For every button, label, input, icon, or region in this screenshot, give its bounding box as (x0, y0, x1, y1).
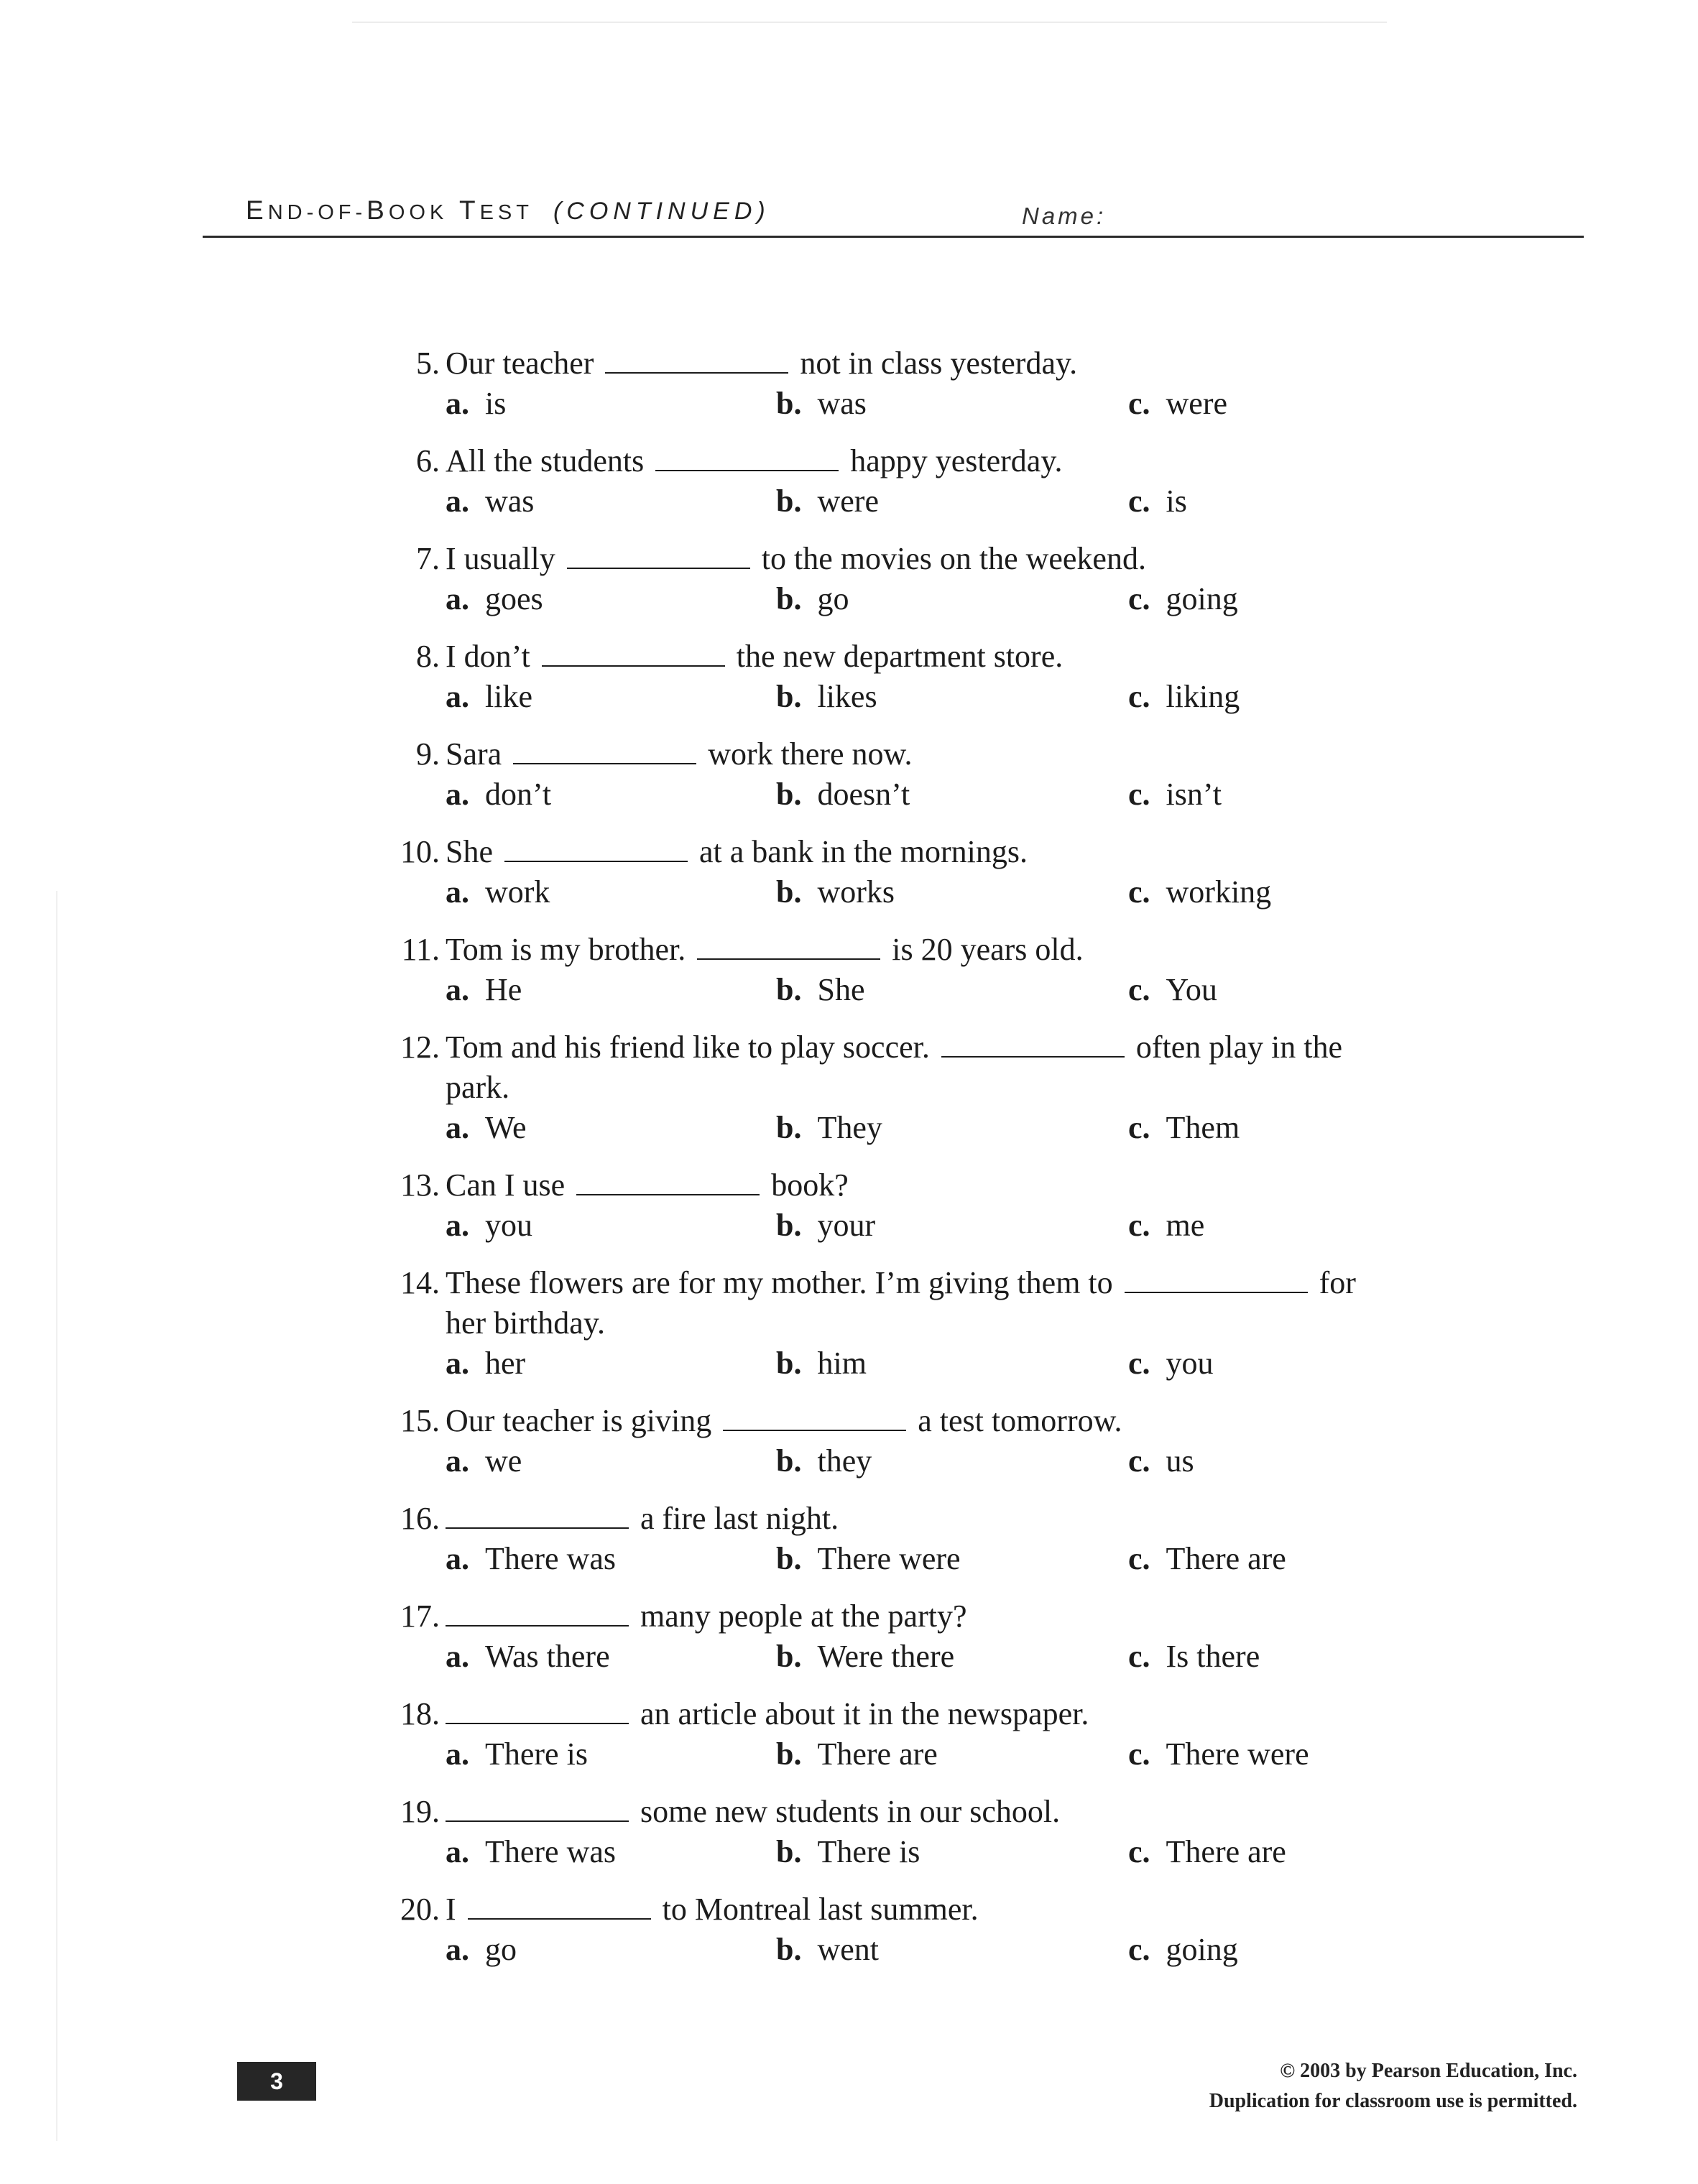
question-text-after: not in class yesterday. (800, 346, 1078, 381)
option-text: you (485, 1208, 532, 1243)
answer-options (446, 1832, 1567, 1872)
option-text: goes (485, 581, 543, 616)
option-text: go (817, 581, 849, 616)
option-letter: a. (446, 1639, 469, 1674)
question-text-after: the new department store. (736, 639, 1063, 674)
option-text: Was there (485, 1639, 610, 1674)
option-letter: a. (446, 1834, 469, 1869)
option-letter: b. (776, 1208, 802, 1243)
option-b[interactable] (776, 1343, 1128, 1384)
option-text: There is (485, 1736, 588, 1772)
question-number: 6. (416, 443, 440, 478)
question-text-before: I don’t (446, 639, 530, 674)
option-text: They (817, 1110, 882, 1145)
option-c[interactable] (1128, 1734, 1416, 1774)
option-letter: b. (776, 1541, 802, 1576)
option-letter: a. (446, 483, 469, 519)
answer-options (446, 384, 1567, 424)
option-b[interactable] (776, 1637, 1128, 1677)
option-a[interactable] (446, 1734, 776, 1774)
name-field-label: Name: (1022, 203, 1107, 229)
scan-artifact-edge (56, 891, 57, 2141)
option-text: working (1166, 874, 1272, 910)
option-letter: a. (446, 1208, 469, 1243)
answer-options (446, 481, 1567, 522)
option-letter: a. (446, 581, 469, 616)
question-stem (400, 1263, 1567, 1303)
answer-blank[interactable] (605, 346, 788, 374)
option-c[interactable] (1128, 677, 1416, 717)
option-b[interactable] (776, 1734, 1128, 1774)
option-letter: a. (446, 1443, 469, 1479)
question-text-after: a fire last night. (640, 1501, 839, 1536)
option-text: we (485, 1443, 522, 1479)
page-number: 3 (270, 2068, 283, 2094)
copyright-notice (1209, 2056, 1577, 2116)
answer-options (446, 970, 1567, 1010)
question-stem (400, 1694, 1567, 1734)
title-initial-e: E (246, 195, 268, 225)
question-stem (400, 1401, 1567, 1441)
answer-options (446, 1206, 1567, 1246)
option-a[interactable] (446, 1539, 776, 1579)
question-text-before: All the students (446, 443, 645, 478)
question-stem (400, 832, 1567, 872)
option-letter: c. (1128, 1932, 1150, 1967)
answer-options (446, 1441, 1567, 1481)
question-text-after: at a bank in the mornings. (699, 834, 1028, 869)
option-text: Them (1166, 1110, 1240, 1145)
option-letter: b. (776, 581, 802, 616)
question-number: 12. (400, 1029, 440, 1065)
option-b[interactable] (776, 384, 1128, 424)
option-a[interactable] (446, 481, 776, 522)
option-letter: a. (446, 1346, 469, 1381)
option-text: like (485, 679, 532, 714)
option-text: Is there (1166, 1639, 1260, 1674)
option-c[interactable] (1128, 1108, 1416, 1148)
question-stem (416, 734, 1567, 774)
option-a[interactable] (446, 677, 776, 717)
question-number: 15. (400, 1403, 440, 1438)
question-stem (401, 930, 1567, 970)
question-stem (400, 1596, 1567, 1637)
option-a[interactable] (446, 1108, 776, 1148)
question-text-before: Can I use (446, 1167, 566, 1203)
option-a[interactable] (446, 384, 776, 424)
option-text: were (1166, 386, 1228, 421)
option-letter: c. (1128, 777, 1150, 812)
question-text-before: Tom and his friend like to play soccer. (446, 1029, 930, 1065)
question-text-before: These flowers are for my mother. I’m giving them to (446, 1265, 1113, 1300)
option-a[interactable] (446, 1832, 776, 1872)
question-stem (400, 1792, 1567, 1832)
question-item (400, 1694, 1567, 1774)
question-item (416, 734, 1567, 815)
option-text: work (485, 874, 550, 910)
answer-blank[interactable] (723, 1404, 906, 1431)
option-letter: a. (446, 1110, 469, 1145)
option-text: don’t (485, 777, 552, 812)
question-item (400, 1027, 1567, 1148)
option-c[interactable] (1128, 1832, 1416, 1872)
option-letter: c. (1128, 386, 1150, 421)
option-letter: c. (1128, 1208, 1150, 1243)
option-text: There was (485, 1541, 617, 1576)
question-item (400, 1889, 1567, 1970)
question-text-after: some new students in our school. (640, 1794, 1061, 1829)
option-a[interactable] (446, 1637, 776, 1677)
option-letter: c. (1128, 874, 1150, 910)
question-text-after: an article about it in the newspaper. (640, 1696, 1089, 1731)
question-text-after: for (1319, 1265, 1356, 1300)
question-stem (400, 1499, 1567, 1539)
option-text: There were (817, 1541, 961, 1576)
question-item (401, 930, 1567, 1010)
option-letter: b. (776, 386, 802, 421)
question-stem (400, 1889, 1567, 1930)
option-text: was (485, 483, 535, 519)
title-initial-b: B (366, 195, 389, 225)
option-letter: b. (776, 777, 802, 812)
option-letter: b. (776, 1932, 802, 1967)
option-text: There is (817, 1834, 920, 1869)
option-letter: b. (776, 972, 802, 1007)
question-number: 5. (416, 346, 440, 381)
option-text: going (1166, 581, 1238, 616)
answer-blank[interactable] (504, 835, 688, 862)
option-letter: c. (1128, 1346, 1150, 1381)
option-b[interactable] (776, 481, 1128, 522)
option-text: they (817, 1443, 872, 1479)
title-initial-t: T (458, 195, 480, 225)
question-text-before: Sara (446, 736, 502, 772)
header-rule (203, 236, 1584, 238)
answer-blank[interactable] (576, 1168, 760, 1195)
answer-blank[interactable] (655, 444, 839, 471)
question-stem (416, 343, 1567, 384)
option-c[interactable] (1128, 774, 1416, 815)
question-number: 19. (400, 1794, 440, 1829)
question-stem (400, 1165, 1567, 1206)
question-text-after: is 20 years old. (892, 932, 1084, 967)
question-text-after: a test tomorrow. (918, 1403, 1122, 1438)
option-a[interactable] (446, 774, 776, 815)
question-item (400, 1401, 1567, 1481)
answer-options (446, 774, 1567, 815)
answer-options (446, 1930, 1567, 1970)
question-text-before: Our teacher is giving (446, 1403, 712, 1438)
answer-blank[interactable] (446, 1697, 629, 1724)
option-a[interactable] (446, 579, 776, 619)
question-item (400, 1596, 1567, 1677)
option-letter: b. (776, 1346, 802, 1381)
option-b[interactable] (776, 1539, 1128, 1579)
question-number: 17. (400, 1598, 440, 1634)
question-text-before: I (446, 1892, 456, 1927)
question-item (400, 1263, 1567, 1384)
page-title (246, 195, 770, 226)
option-letter: c. (1128, 1834, 1150, 1869)
answer-blank[interactable] (567, 542, 750, 569)
answer-blank[interactable] (468, 1892, 651, 1920)
answer-options (446, 677, 1567, 717)
question-number: 14. (400, 1265, 440, 1300)
answer-options (446, 872, 1567, 912)
option-text: were (817, 483, 879, 519)
option-letter: b. (776, 1639, 802, 1674)
option-text: go (485, 1932, 517, 1967)
option-c[interactable] (1128, 481, 1416, 522)
question-text-after: book? (771, 1167, 849, 1203)
option-text: works (817, 874, 895, 910)
page-header (203, 193, 1584, 239)
option-text: doesn’t (817, 777, 910, 812)
option-letter: b. (776, 1736, 802, 1772)
question-number: 7. (416, 541, 440, 576)
option-text: us (1166, 1443, 1194, 1479)
copyright-line: © 2003 by Pearson Education, Inc. (1280, 2060, 1577, 2082)
question-item (400, 1792, 1567, 1872)
answer-options (446, 1734, 1567, 1774)
option-text: There are (1166, 1834, 1286, 1869)
option-c[interactable] (1128, 1441, 1416, 1481)
title-part-ook: OOK (388, 201, 448, 224)
option-letter: a. (446, 1541, 469, 1576)
option-letter: b. (776, 874, 802, 910)
option-text: liking (1166, 679, 1240, 714)
option-letter: c. (1128, 581, 1150, 616)
answer-blank[interactable] (446, 1502, 629, 1529)
question-number: 18. (400, 1696, 440, 1731)
answer-options (446, 1637, 1567, 1677)
option-letter: b. (776, 679, 802, 714)
question-number: 20. (400, 1892, 440, 1927)
option-b[interactable] (776, 774, 1128, 815)
answer-options (446, 1539, 1567, 1579)
option-text: isn’t (1166, 777, 1222, 812)
question-text-after: to Montreal last summer. (662, 1892, 979, 1927)
option-text: her (485, 1346, 526, 1381)
question-text-after: many people at the party? (640, 1598, 967, 1634)
option-letter: b. (776, 483, 802, 519)
answer-blank[interactable] (542, 639, 725, 667)
option-text: She (817, 972, 865, 1007)
answer-blank[interactable] (513, 737, 696, 764)
option-a[interactable] (446, 1930, 776, 1970)
option-letter: c. (1128, 1639, 1150, 1674)
question-text-after: happy yesterday. (850, 443, 1063, 478)
question-item (400, 1499, 1567, 1579)
option-b[interactable] (776, 579, 1128, 619)
option-text: There were (1166, 1736, 1309, 1772)
option-letter: c. (1128, 483, 1150, 519)
option-text: your (817, 1208, 876, 1243)
permission-line: Duplication for classroom use is permitted. (1209, 2090, 1577, 2112)
answer-options (446, 1108, 1567, 1148)
option-letter: a. (446, 386, 469, 421)
question-text-after: to the movies on the weekend. (761, 541, 1146, 576)
option-c[interactable] (1128, 1206, 1416, 1246)
question-text-before: Our teacher (446, 346, 594, 381)
option-letter: c. (1128, 1541, 1150, 1576)
option-letter: a. (446, 1932, 469, 1967)
question-item (400, 832, 1567, 912)
answer-blank[interactable] (697, 933, 880, 960)
question-number: 8. (416, 639, 440, 674)
option-b[interactable] (776, 970, 1128, 1010)
question-number: 11. (401, 932, 440, 967)
option-text: Were there (817, 1639, 955, 1674)
page-number-tab (237, 2062, 316, 2101)
scan-artifact-line (352, 22, 1387, 23)
option-letter: c. (1128, 679, 1150, 714)
option-text: going (1166, 1932, 1238, 1967)
question-stem (416, 441, 1567, 481)
option-a[interactable] (446, 970, 776, 1010)
option-c[interactable] (1128, 384, 1416, 424)
option-c[interactable] (1128, 970, 1416, 1010)
option-letter: a. (446, 1736, 469, 1772)
option-letter: c. (1128, 1736, 1150, 1772)
question-text-after: work there now. (708, 736, 913, 772)
option-text: him (817, 1346, 867, 1381)
option-text: you (1166, 1346, 1214, 1381)
option-b[interactable] (776, 1108, 1128, 1148)
question-text-after: often play in the (1135, 1029, 1342, 1065)
question-number: 9. (416, 736, 440, 772)
option-letter: c. (1128, 1110, 1150, 1145)
option-text: me (1166, 1208, 1205, 1243)
option-b[interactable] (776, 1206, 1128, 1246)
option-letter: b. (776, 1834, 802, 1869)
option-a[interactable] (446, 1343, 776, 1384)
question-number: 16. (400, 1501, 440, 1536)
option-b[interactable] (776, 1930, 1128, 1970)
option-a[interactable] (446, 1206, 776, 1246)
option-text: went (817, 1932, 880, 1967)
question-item (416, 539, 1567, 619)
answer-blank[interactable] (446, 1795, 629, 1822)
option-a[interactable] (446, 1441, 776, 1481)
question-stem (416, 637, 1567, 677)
question-stem (400, 1027, 1567, 1068)
title-continued: (CONTINUED) (553, 198, 770, 225)
answer-blank[interactable] (941, 1030, 1125, 1058)
title-part-est: EST (479, 201, 533, 224)
option-c[interactable] (1128, 1343, 1416, 1384)
answer-blank[interactable] (446, 1599, 629, 1627)
option-letter: a. (446, 679, 469, 714)
option-b[interactable] (776, 1441, 1128, 1481)
option-letter: c. (1128, 1443, 1150, 1479)
question-text-continuation: her birthday. (446, 1305, 605, 1341)
option-letter: a. (446, 777, 469, 812)
option-c[interactable] (1128, 579, 1416, 619)
option-text: He (485, 972, 522, 1007)
question-stem (416, 539, 1567, 579)
question-text-before: I usually (446, 541, 555, 576)
option-letter: b. (776, 1443, 802, 1479)
option-letter: b. (776, 1110, 802, 1145)
option-text: You (1166, 972, 1217, 1007)
option-text: There are (1166, 1541, 1286, 1576)
option-b[interactable] (776, 677, 1128, 717)
option-c[interactable] (1128, 1930, 1416, 1970)
option-b[interactable] (776, 872, 1128, 912)
question-item (416, 343, 1567, 424)
question-text-before: She (446, 834, 493, 869)
title-part-nd: ND-OF- (267, 201, 367, 224)
answer-options (446, 579, 1567, 619)
option-c[interactable] (1128, 872, 1416, 912)
option-letter: a. (446, 874, 469, 910)
option-letter: a. (446, 972, 469, 1007)
option-text: We (485, 1110, 527, 1145)
question-item (416, 637, 1567, 717)
option-c[interactable] (1128, 1539, 1416, 1579)
question-item (400, 1165, 1567, 1246)
question-item (416, 441, 1567, 522)
option-text: There are (817, 1736, 938, 1772)
option-text: is (485, 386, 507, 421)
option-text: There was (485, 1834, 617, 1869)
answer-blank[interactable] (1125, 1266, 1308, 1293)
option-b[interactable] (776, 1832, 1128, 1872)
option-text: is (1166, 483, 1187, 519)
question-list (400, 343, 1567, 1987)
question-text-before: Tom is my brother. (446, 932, 686, 967)
option-letter: c. (1128, 972, 1150, 1007)
question-number: 13. (400, 1167, 440, 1203)
question-text-continuation: park. (446, 1070, 510, 1105)
option-c[interactable] (1128, 1637, 1416, 1677)
option-text: was (817, 386, 867, 421)
option-text: likes (817, 679, 877, 714)
option-a[interactable] (446, 872, 776, 912)
question-number: 10. (400, 834, 440, 869)
answer-options (446, 1343, 1567, 1384)
